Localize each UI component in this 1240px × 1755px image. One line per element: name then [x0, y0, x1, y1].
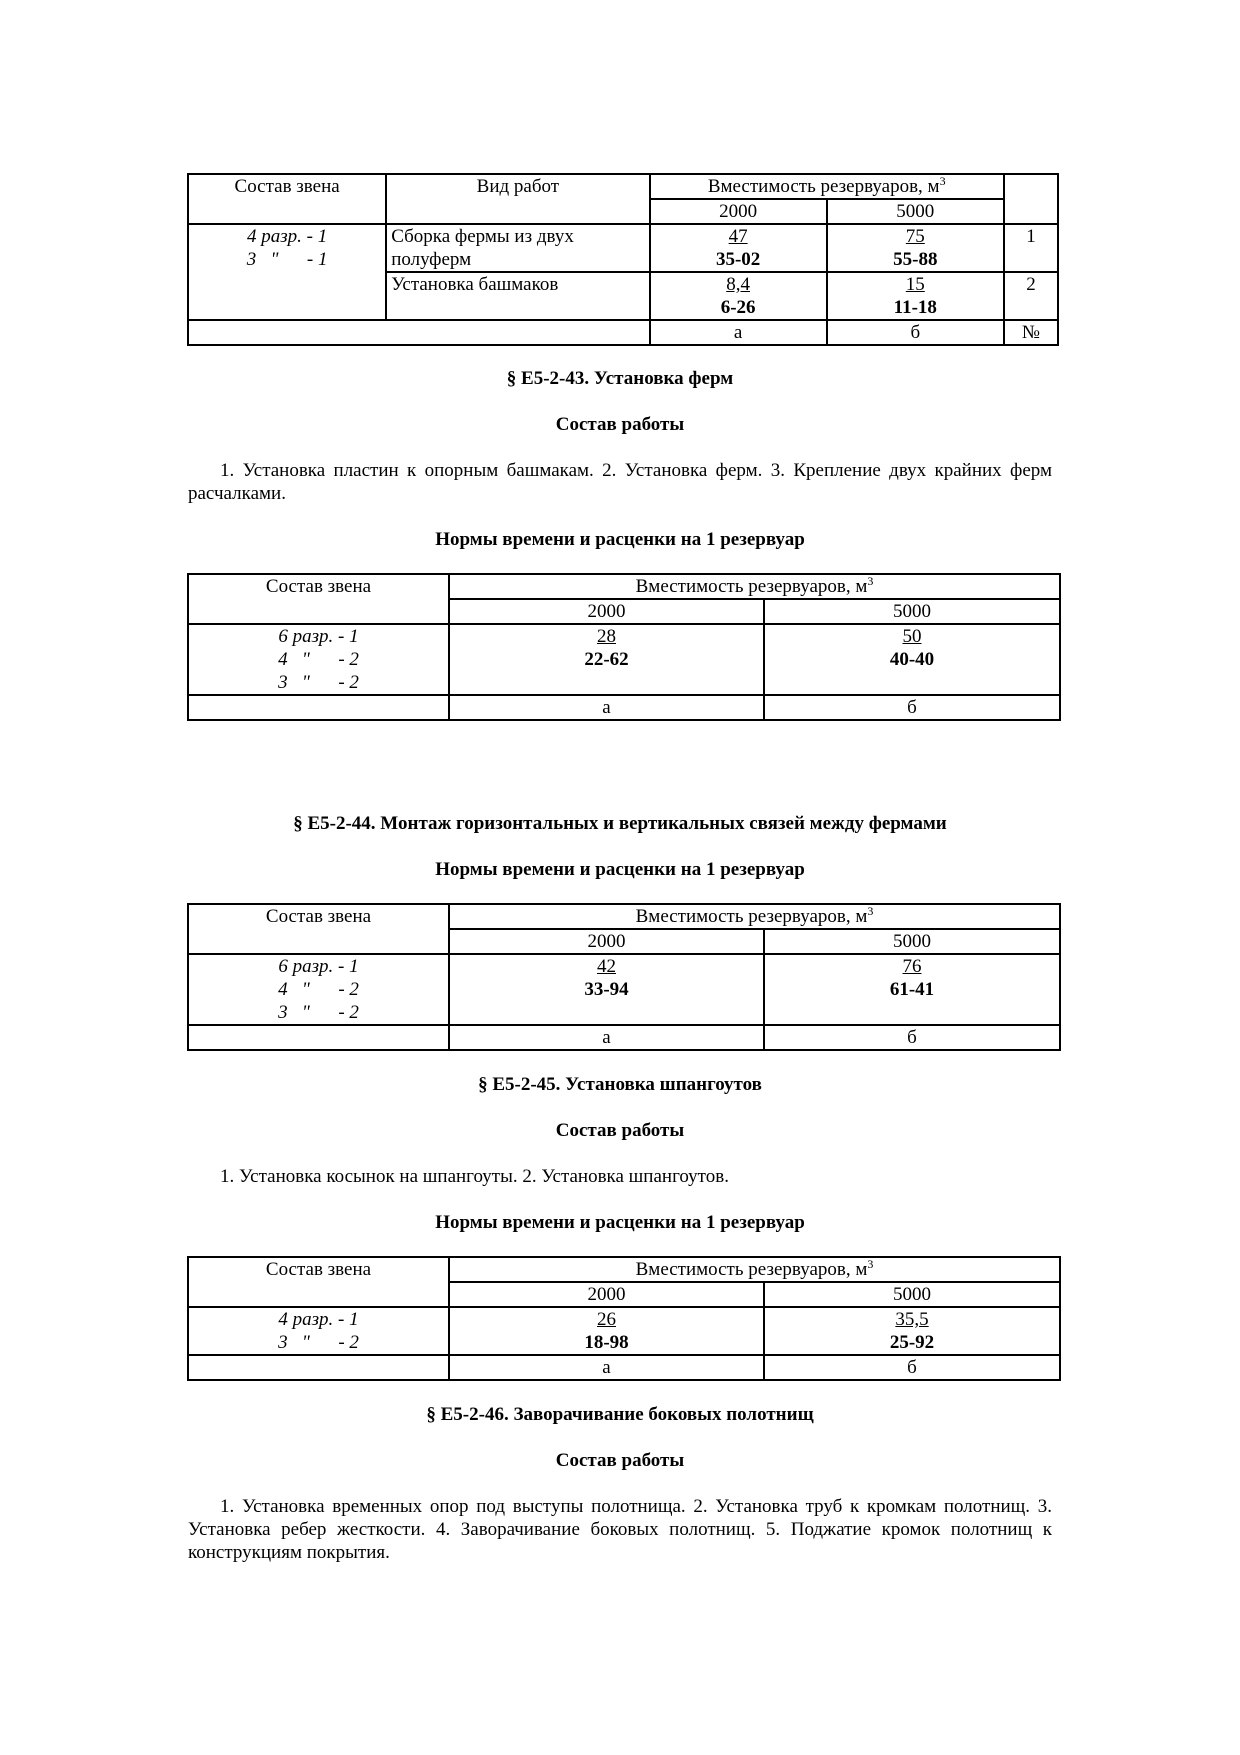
header-5000: 5000 [764, 599, 1060, 624]
footer-empty [188, 1355, 449, 1380]
header-5000: 5000 [827, 199, 1004, 224]
header-5000: 5000 [764, 1282, 1060, 1307]
footer-empty [188, 695, 449, 720]
value-cell: 50 40-40 [764, 624, 1060, 695]
composition-text-45: 1. Установка косынок на шпангоуты. 2. Установка шпангоутов. [220, 1166, 729, 1187]
norms-title-43: Нормы времени и расценки на 1 резервуар [435, 529, 805, 550]
norms-title-44: Нормы времени и расценки на 1 резервуар [435, 859, 805, 880]
col-label-a: а [449, 1025, 764, 1050]
col-label-a: а [449, 1355, 764, 1380]
col-label-b: б [827, 320, 1004, 345]
value-cell: 26 18-98 [449, 1307, 764, 1355]
composition-title-45: Состав работы [555, 1120, 685, 1141]
norms-table-44 [187, 903, 1061, 1051]
header-crew: Состав звена [188, 574, 449, 624]
header-2000: 2000 [449, 1282, 764, 1307]
header-2000: 2000 [449, 929, 764, 954]
value-cell: 15 11-18 [827, 272, 1004, 320]
value-cell: 35,5 25-92 [764, 1307, 1060, 1355]
col-label-a: а [650, 320, 827, 345]
footer-empty [188, 1025, 449, 1050]
header-2000: 2000 [650, 199, 827, 224]
crew-cell: 4 разр. - 1 3 " - 2 [188, 1307, 449, 1355]
header-crew: Состав звена [188, 1257, 449, 1307]
composition-title-46: Состав работы [555, 1450, 685, 1471]
value-cell: 42 33-94 [449, 954, 764, 1025]
crew-cell: 6 разр. - 1 4 " - 2 3 " - 2 [188, 624, 449, 695]
header-capacity: Вместимость резервуаров, $м^3$ [449, 904, 1060, 929]
col-label-num: № [1004, 320, 1058, 345]
header-crew: Состав звена [188, 904, 449, 954]
work-cell: Установка башмаков [386, 272, 649, 320]
crew-cell: 4 разр. - 1 3 " - 1 [188, 224, 386, 320]
header-5000: 5000 [764, 929, 1060, 954]
col-label-b: б [764, 1025, 1060, 1050]
header-capacity: Вместимость резервуаров, $м^3$ [449, 574, 1060, 599]
norms-title-45: Нормы времени и расценки на 1 резервуар [435, 1212, 805, 1233]
value-cell: 8,4 6-26 [650, 272, 827, 320]
composition-text-46: 1. Установка временных опор под выступы полотнища. 2. Установка труб к кромкам полотнищ. 3. Установка ребер жесткости. 4. Заворачивание боковых полотнищ. 5. Поджатие кромок полотнищ к конструкциям покрытия. [188, 1496, 1052, 1563]
section-title-45: § Е5-2-45. Установка шпангоутов [478, 1074, 762, 1095]
col-label-a: а [449, 695, 764, 720]
section-title-46: § Е5-2-46. Заворачивание боковых полотнищ [426, 1404, 814, 1425]
value-cell: 28 22-62 [449, 624, 764, 695]
col-label-b: б [764, 695, 1060, 720]
col-label-b: б [764, 1355, 1060, 1380]
footer-empty [188, 320, 650, 345]
header-capacity: Вместимость резервуаров, $м^3$ [449, 1257, 1060, 1282]
value-cell: 76 61-41 [764, 954, 1060, 1025]
norms-table-1 [187, 173, 1059, 346]
composition-text-43: 1. Установка пластин к опорным башмакам. 2. Установка ферм. 3. Крепление двух крайних ферм расчалками. [188, 460, 1052, 504]
norms-table-45 [187, 1256, 1061, 1381]
value-cell: 47 35-02 [650, 224, 827, 272]
work-cell: Сборка фермы из двух полуферм [386, 224, 649, 272]
section-title-43: § Е5-2-43. Установка ферм [506, 368, 734, 389]
header-2000: 2000 [449, 599, 764, 624]
header-work-type: Вид работ [386, 174, 649, 224]
norms-table-43 [187, 573, 1061, 721]
row-number: 1 [1004, 224, 1058, 272]
value-cell: 75 55-88 [827, 224, 1004, 272]
crew-cell: 6 разр. - 1 4 " - 2 3 " - 2 [188, 954, 449, 1025]
row-number: 2 [1004, 272, 1058, 320]
header-number-cell [1004, 174, 1058, 224]
header-capacity: Вместимость резервуаров, $м^3$ [650, 174, 1004, 199]
header-crew: Состав звена [188, 174, 386, 224]
section-title-44: § Е5-2-44. Монтаж горизонтальных и вертикальных связей между фермами [293, 813, 947, 834]
composition-title-43: Состав работы [555, 414, 685, 435]
